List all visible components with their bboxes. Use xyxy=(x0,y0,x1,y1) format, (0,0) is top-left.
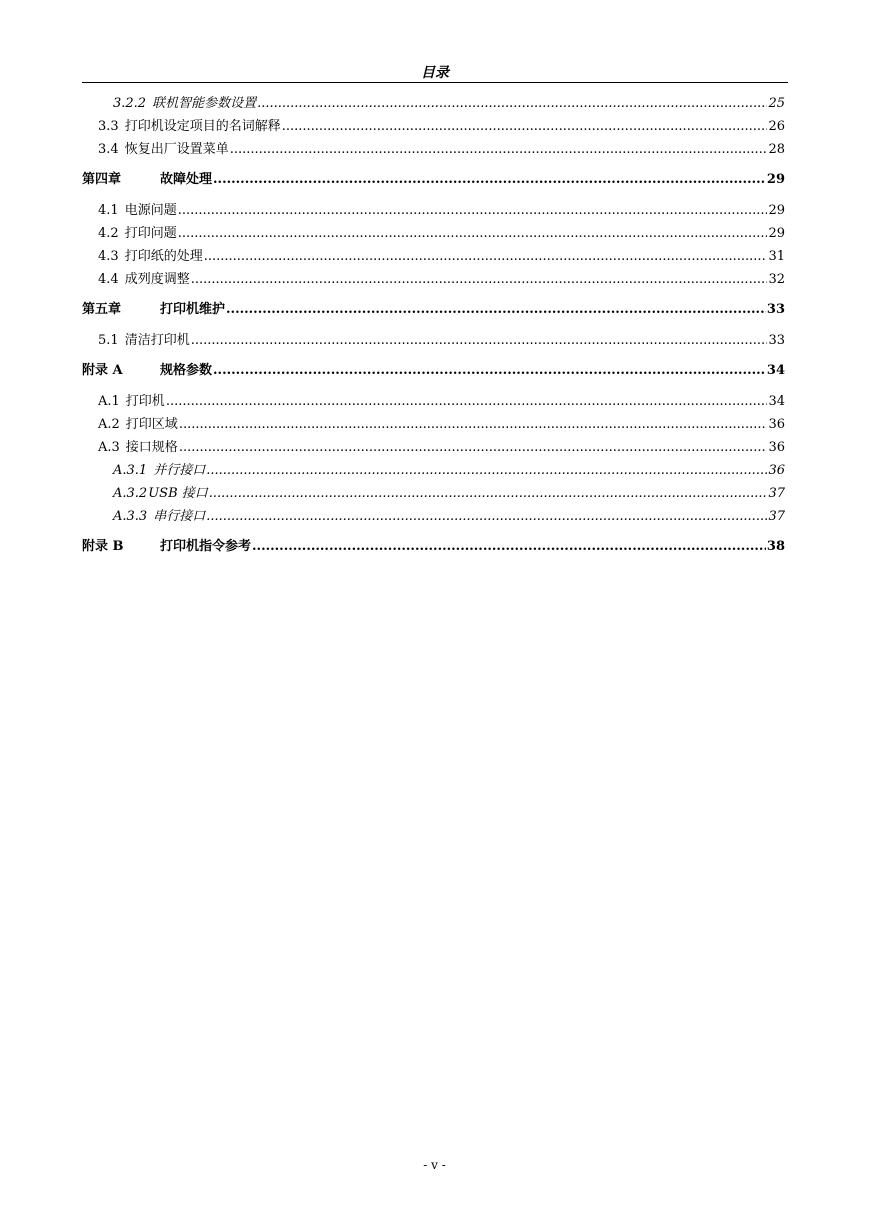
toc-entry-page: 26 xyxy=(768,119,785,134)
toc-entry-number: 第四章 xyxy=(82,172,122,187)
toc-chapter-entry[interactable] xyxy=(82,535,785,559)
toc-entry-page: 29 xyxy=(766,172,785,187)
toc-entry-number: A.3.1 xyxy=(113,463,148,478)
toc-dot-leader xyxy=(209,482,768,505)
toc-entry[interactable] xyxy=(82,329,785,352)
toc-entry[interactable] xyxy=(82,92,785,115)
toc-entry-title: 联机智能参数设置 xyxy=(152,96,257,111)
toc-entry[interactable] xyxy=(82,459,785,482)
toc-entry-title: 恢复出厂设置菜单 xyxy=(124,142,229,157)
toc-entry-title: 打印机 xyxy=(125,394,165,409)
toc-dot-leader xyxy=(282,115,768,138)
toc-chapter-entry[interactable] xyxy=(82,298,785,322)
toc-entry[interactable] xyxy=(82,482,785,505)
toc-entry[interactable] xyxy=(82,390,785,413)
toc-dot-leader xyxy=(226,298,766,322)
toc-entry-title: 打印机指令参考 xyxy=(160,539,252,554)
toc-entry-title: 电源问题 xyxy=(124,203,177,218)
toc-entry-title: 打印纸的处理 xyxy=(124,249,203,264)
toc-entry-page: 34 xyxy=(766,363,785,378)
toc-entry[interactable] xyxy=(82,222,785,245)
toc-entry-number: 3.4 xyxy=(98,142,119,157)
toc-dot-leader xyxy=(178,199,768,222)
toc-entry-page: 32 xyxy=(768,272,785,287)
toc-dot-leader xyxy=(191,268,768,291)
toc-entry-number: 附录 A xyxy=(82,363,123,378)
toc-entry-page: 38 xyxy=(766,539,785,554)
toc-dot-leader xyxy=(178,222,768,245)
page-header xyxy=(82,62,788,83)
toc-entry-page: 31 xyxy=(768,249,785,264)
toc-entry-page: 25 xyxy=(768,96,785,111)
toc-entry-number: 附录 B xyxy=(82,539,124,554)
toc-entry-page: 36 xyxy=(768,440,785,455)
toc-dot-leader xyxy=(206,459,767,482)
toc-entry-title: 打印机维护 xyxy=(160,302,226,317)
toc-entry-page: 37 xyxy=(768,486,785,501)
page-number: - v - xyxy=(423,1158,446,1172)
toc-entry-number: A.3.2 xyxy=(113,486,148,501)
toc-entry[interactable] xyxy=(82,138,785,161)
toc-dot-leader xyxy=(230,138,768,161)
toc-dot-leader xyxy=(206,505,767,528)
toc-entry-page: 34 xyxy=(768,394,785,409)
toc-entry-title: 故障处理 xyxy=(160,172,213,187)
toc-entry[interactable] xyxy=(82,115,785,138)
toc-entry[interactable] xyxy=(82,268,785,291)
toc-entry[interactable] xyxy=(82,505,785,528)
table-of-contents xyxy=(82,92,785,559)
toc-entry-title: 并行接口 xyxy=(153,463,206,478)
toc-dot-leader xyxy=(179,436,768,459)
page-header-title: 目录 xyxy=(421,65,449,81)
toc-entry-title: 清洁打印机 xyxy=(124,333,190,348)
toc-entry-number: 5.1 xyxy=(98,333,119,348)
toc-entry-page: 36 xyxy=(768,463,785,478)
toc-entry[interactable] xyxy=(82,436,785,459)
toc-dot-leader xyxy=(204,245,768,268)
toc-dot-leader xyxy=(191,329,768,352)
toc-entry-number: A.3 xyxy=(98,440,120,455)
toc-chapter-entry[interactable] xyxy=(82,168,785,192)
toc-entry-number: 第五章 xyxy=(82,302,122,317)
toc-entry-page: 29 xyxy=(768,203,785,218)
toc-entry-number: 4.1 xyxy=(98,203,119,218)
toc-entry-page: 33 xyxy=(768,333,785,348)
toc-entry-title: 成列度调整 xyxy=(124,272,190,287)
toc-entry-number: 3.3 xyxy=(98,119,119,134)
toc-entry-title: USB 接口 xyxy=(148,486,208,501)
toc-entry-number: 4.4 xyxy=(98,272,119,287)
toc-entry-title: 打印机设定项目的名词解释 xyxy=(124,119,281,134)
toc-entry-page: 33 xyxy=(766,302,785,317)
toc-dot-leader xyxy=(179,413,768,436)
toc-entry-page: 29 xyxy=(768,226,785,241)
toc-entry-page: 36 xyxy=(768,417,785,432)
toc-entry-page: 37 xyxy=(768,509,785,524)
toc-entry-title: 打印区域 xyxy=(125,417,178,432)
toc-entry-number: 4.2 xyxy=(98,226,119,241)
toc-chapter-entry[interactable] xyxy=(82,359,785,383)
toc-dot-leader xyxy=(213,168,766,192)
toc-entry-title: 接口规格 xyxy=(125,440,178,455)
toc-entry-title: 串行接口 xyxy=(153,509,206,524)
toc-entry-title: 打印问题 xyxy=(124,226,177,241)
toc-entry-number: A.3.3 xyxy=(113,509,148,524)
toc-entry-number: A.2 xyxy=(98,417,120,432)
toc-entry-number: 3.2.2 xyxy=(113,96,147,111)
toc-entry-number: A.1 xyxy=(98,394,120,409)
toc-dot-leader xyxy=(252,535,766,559)
toc-entry[interactable] xyxy=(82,199,785,222)
toc-dot-leader xyxy=(166,390,768,413)
toc-dot-leader xyxy=(213,359,766,383)
toc-entry[interactable] xyxy=(82,245,785,268)
toc-entry-number: 4.3 xyxy=(98,249,119,264)
toc-entry[interactable] xyxy=(82,413,785,436)
toc-entry-page: 28 xyxy=(768,142,785,157)
toc-dot-leader xyxy=(257,92,767,115)
toc-entry-title: 规格参数 xyxy=(160,363,213,378)
